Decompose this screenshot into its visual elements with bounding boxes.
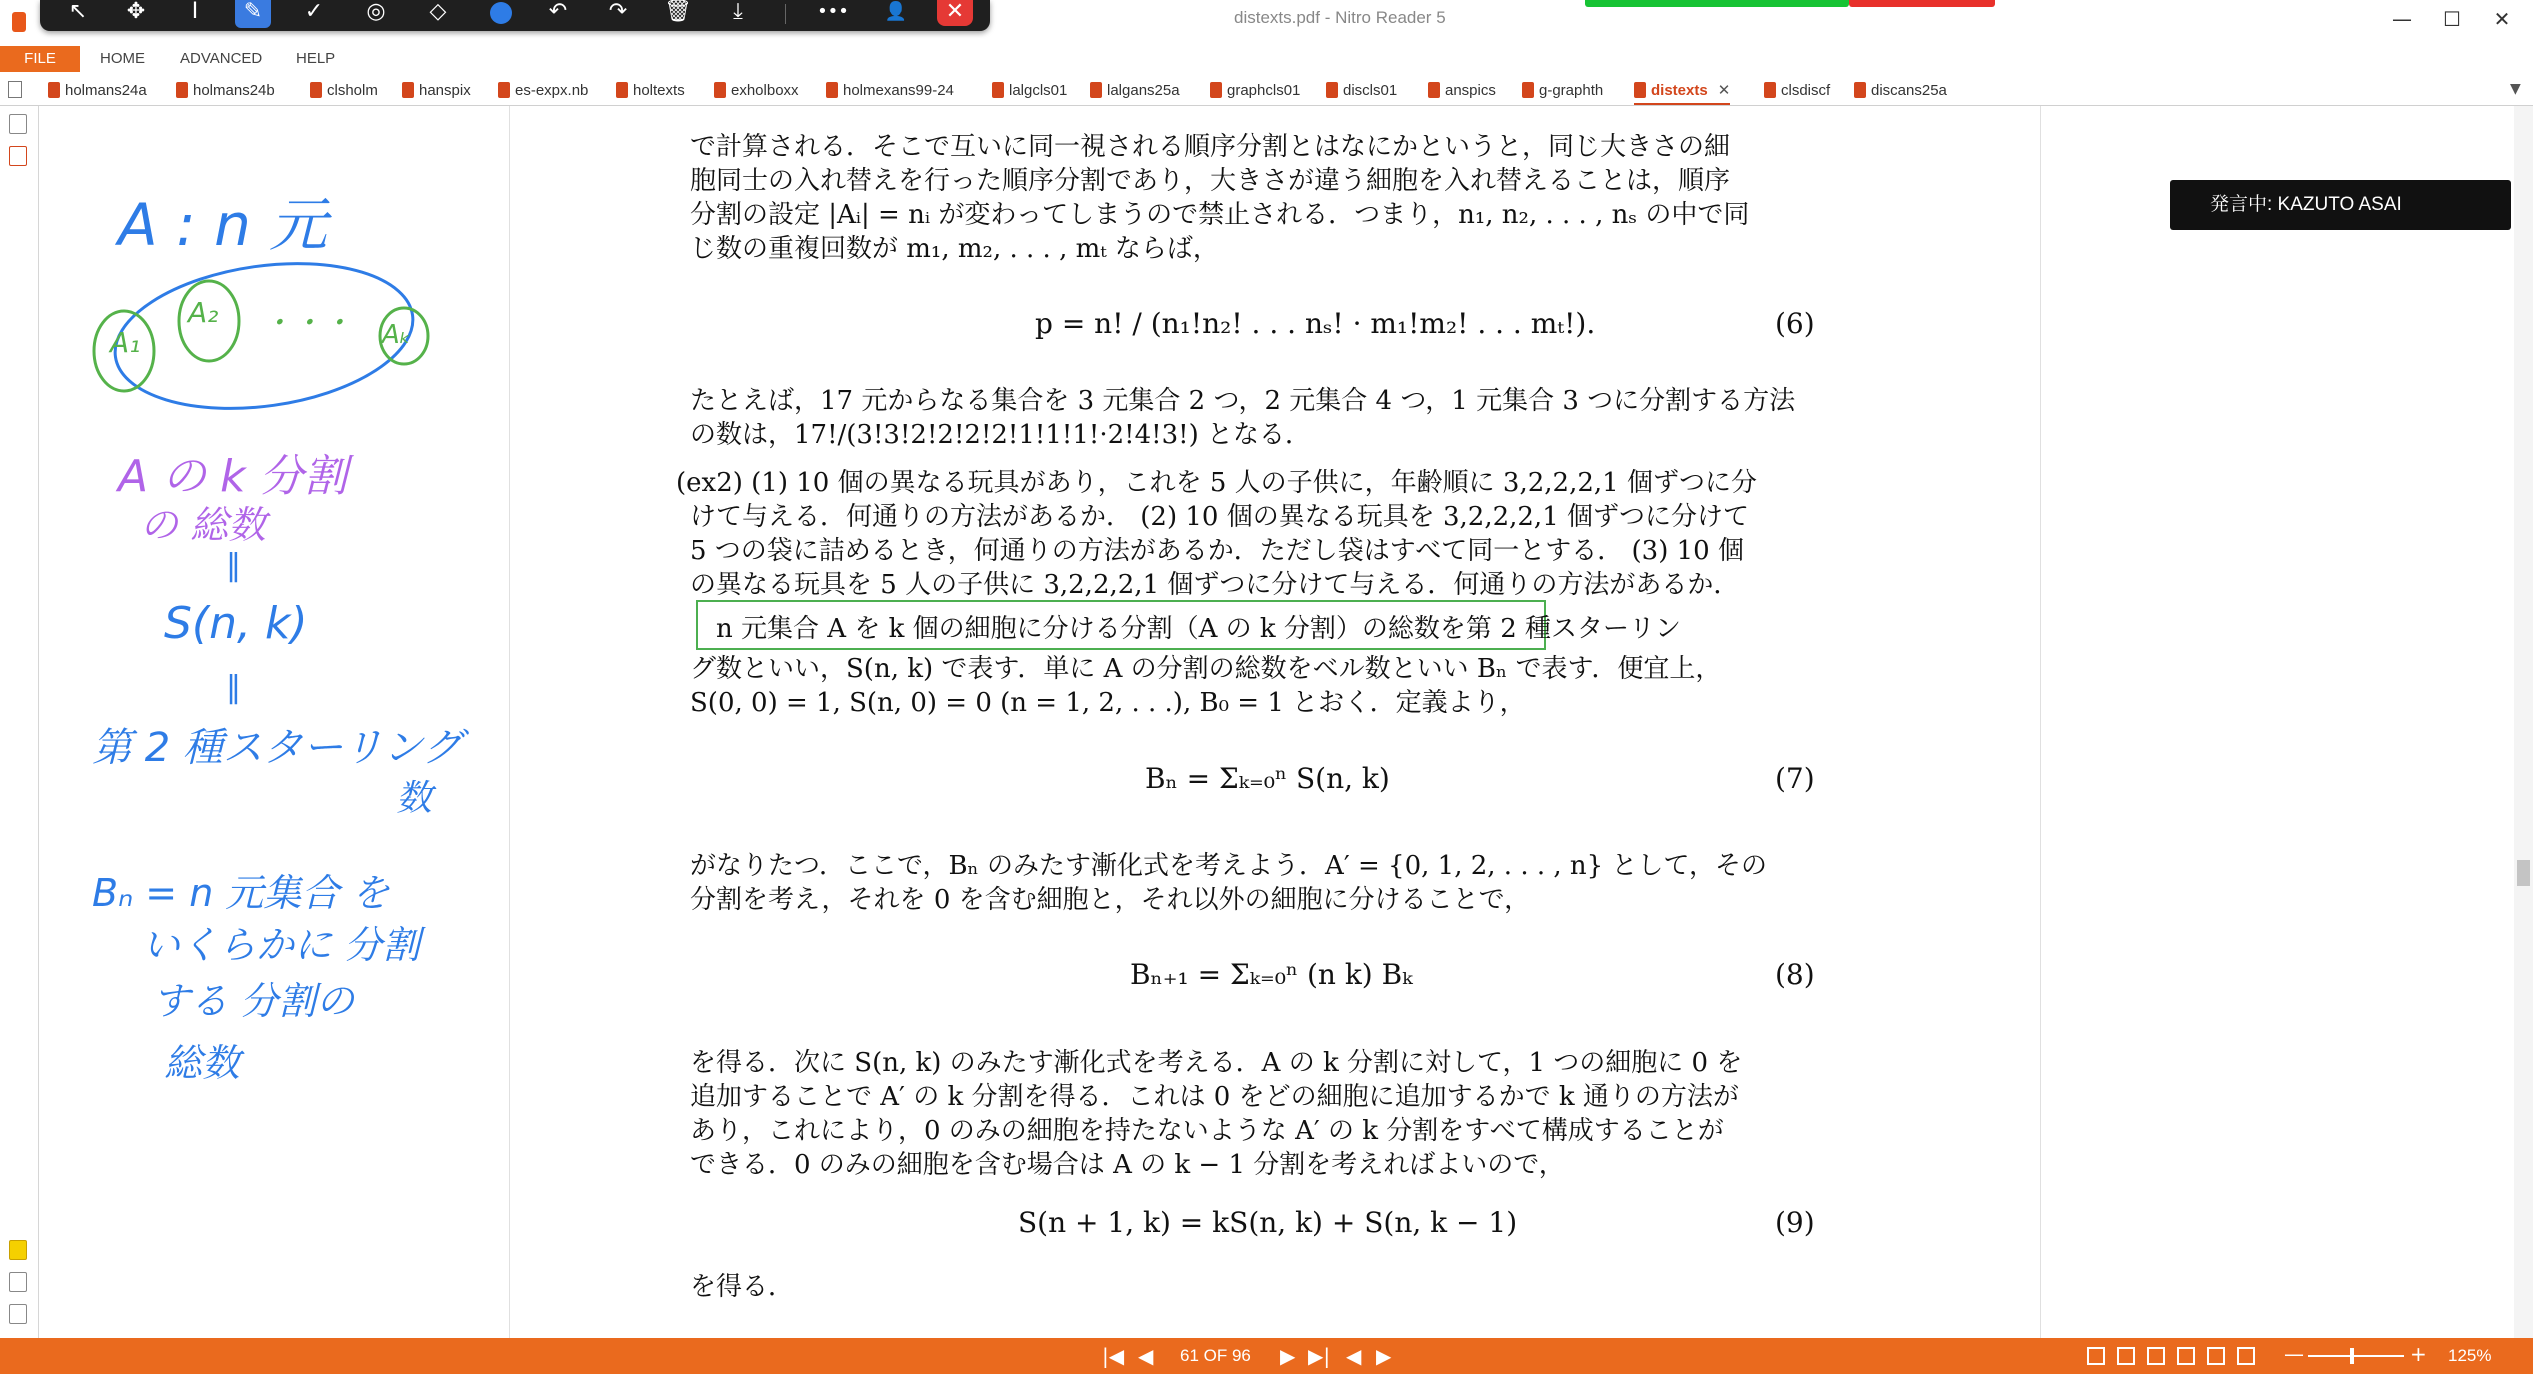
doc-line: 分割を考え，それを 0 を含む細胞と，それ以外の細胞に分けることで， (690, 885, 1531, 915)
doc-line: で計算される．そこで互いに同一視される順序分割とはなにかというと，同じ大きさの細 (690, 132, 1731, 162)
zoom-out-icon[interactable]: — (2284, 1342, 2304, 1366)
doc-line: できる．0 のみの細胞を含む場合は A の k − 1 分割を考えればよいので， (690, 1150, 1565, 1180)
facing-continuous-view-icon[interactable] (2177, 1347, 2195, 1365)
session-progress-remaining (1849, 0, 1995, 7)
pdf-icon (714, 82, 726, 98)
previous-page-icon[interactable]: ◀ (1138, 1344, 1154, 1368)
maximize-button[interactable]: ☐ (2443, 7, 2461, 31)
facing-view-icon[interactable] (2147, 1347, 2165, 1365)
doc-line: グ数といい，S(n, k) で表す．単に A の分割の総数をベル数といい Bₙ で表す．便宜上， (690, 654, 1722, 684)
note-a-n-elements: A : n 元 (118, 191, 328, 259)
speaker-badge: 発言中: KAZUTO ASAI (2170, 180, 2511, 230)
close-window-button[interactable]: ✕ (2493, 7, 2511, 31)
doc-line: けて与える．何通りの方法があるか． (2) 10 個の異なる玩具を 3,2,2,2,1 個ずつに分けて (690, 502, 1750, 532)
note-ak: Aₖ (382, 320, 411, 350)
tab-holtexts[interactable]: holtexts (616, 79, 685, 103)
vertical-scrollbar[interactable] (2514, 106, 2533, 1338)
close-tab-icon[interactable]: ✕ (1717, 82, 1731, 99)
pdf-icon (1854, 82, 1866, 98)
left-panel-strip (0, 106, 39, 1338)
menu-home[interactable]: HOME (100, 50, 145, 67)
note-equals-2: ‖ (226, 670, 241, 705)
bookmarks-panel-icon[interactable] (9, 146, 27, 166)
pdf-icon (1326, 82, 1338, 98)
fit-page-icon[interactable] (2207, 1347, 2225, 1365)
annotation-toolbar (40, 0, 990, 31)
window-title: distexts.pdf - Nitro Reader 5 (1234, 8, 1446, 27)
user-settings-icon[interactable]: 👤 (884, 1, 908, 22)
select-arrow-icon[interactable]: ↖ (68, 0, 88, 24)
tab-holmexans99-24[interactable]: holmexans99-24 (826, 79, 954, 103)
pdf-icon (1210, 82, 1222, 98)
doc-line: S(0, 0) = 1, S(n, 0) = 0 (n = 1, 2, . . .), B₀ = 1 とおく．定義より， (690, 688, 1526, 718)
zoom-in-icon[interactable]: + (2410, 1342, 2427, 1366)
doc-line: 5 つの袋に詰めるとき，何通りの方法があるか．ただし袋はすべて同一とする． (3) 10 個 (690, 536, 1744, 566)
last-page-icon[interactable]: ▶| (1308, 1344, 1331, 1368)
pdf-icon (1428, 82, 1440, 98)
move-icon[interactable]: ✥ (126, 0, 146, 24)
pdf-icon (1764, 82, 1776, 98)
zoom-slider[interactable] (2308, 1355, 2404, 1357)
single-page-view-icon[interactable] (2087, 1347, 2105, 1365)
equation-number: (6) (1775, 307, 1815, 340)
eraser-icon[interactable]: ◇ (429, 0, 447, 24)
text-cursor-icon[interactable]: I (191, 0, 199, 24)
pdf-icon (1522, 82, 1534, 98)
page-indicator[interactable]: 61 OF 96 (1180, 1346, 1251, 1365)
pdf-icon (1090, 82, 1102, 98)
status-bar (0, 1338, 2533, 1374)
undo-icon[interactable]: ↶ (548, 0, 568, 24)
zoom-slider-thumb[interactable] (2350, 1348, 2354, 1364)
first-page-icon[interactable]: |◀ (1102, 1344, 1125, 1368)
comments-panel-icon[interactable] (9, 1240, 27, 1260)
equation-number: (9) (1775, 1206, 1815, 1239)
document-list-icon[interactable] (8, 81, 22, 98)
output-panel-icon[interactable] (9, 1304, 27, 1324)
document-tab-bar (0, 75, 2533, 106)
doc-line: 胞同士の入れ替えを行った順序分割であり，大きさが違う細胞を入れ替えることは，順序 (690, 166, 1731, 196)
forward-view-icon[interactable]: ▶ (1376, 1344, 1392, 1368)
download-icon[interactable]: ⤓ (733, 0, 743, 24)
menu-bar (0, 46, 2533, 72)
doc-line: を得る．次に S(n, k) のみたす漸化式を考える．A の k 分割に対して，1 つの細胞に 0 を (690, 1048, 1743, 1078)
doc-line: じ数の重複回数が m₁, m₂, . . . , mₜ ならば， (690, 234, 1219, 264)
close-toolbar-icon[interactable]: ✕ (937, 0, 973, 26)
pdf-icon (176, 82, 188, 98)
note-a1: A₁ (110, 326, 141, 359)
pdf-icon (992, 82, 1004, 98)
pdf-icon (310, 82, 322, 98)
doc-line: (ex2) (1) 10 個の異なる玩具があり，これを 5 人の子供に，年齢順に 3,2,2,2,1 個ずつに分 (676, 468, 1757, 498)
equation-8: Bₙ₊₁ = Σₖ₌₀ⁿ (n k) Bₖ (1130, 958, 1413, 991)
toolbar-separator (785, 4, 786, 24)
more-icon[interactable]: ••• (817, 1, 849, 22)
trash-icon[interactable]: 🗑 (664, 0, 692, 24)
tab-graphcls01[interactable]: graphcls01 (1210, 79, 1300, 103)
pages-panel-icon[interactable] (9, 114, 27, 134)
session-progress-bar (1585, 0, 1849, 7)
doc-line: を得る． (690, 1272, 795, 1302)
equation-9: S(n + 1, k) = kS(n, k) + S(n, k − 1) (1018, 1206, 1518, 1239)
tab-clsdiscf[interactable]: clsdiscf (1764, 79, 1830, 103)
note-k-partition: A の k 分割 (118, 451, 348, 502)
note-bell-definition-4: 総数 (164, 1041, 241, 1085)
attachments-panel-icon[interactable] (9, 1272, 27, 1292)
menu-advanced[interactable]: ADVANCED (180, 50, 263, 67)
doc-line: 追加することで A′ の k 分割を得る．これは 0 をどの細胞に追加するかで k 通りの方法が (690, 1082, 1739, 1112)
note-number: 数 (396, 778, 433, 819)
doc-line: 分割の設定 |Aᵢ| = nᵢ が変わってしまうので禁止される．つまり，n₁, n₂, . . . , nₛ の中で同 (690, 200, 1750, 230)
doc-line: あり，これにより，0 のみの細胞を持たないような A′ の k 分割をすべて構成することが (690, 1116, 1724, 1146)
note-equals-1: ‖ (226, 548, 241, 583)
zoom-level[interactable]: 125% (2448, 1346, 2492, 1365)
note-total-count: の 総数 (140, 503, 267, 547)
tab-g-graphth[interactable]: g-graphth (1522, 79, 1603, 103)
back-view-icon[interactable]: ◀ (1346, 1344, 1362, 1368)
next-page-icon[interactable]: ▶ (1280, 1344, 1296, 1368)
nitro-logo-icon (12, 12, 26, 32)
note-bell-definition-1: Bₙ = n 元集合 を (92, 871, 390, 915)
tab-exholboxx[interactable]: exholboxx (714, 79, 799, 103)
continuous-view-icon[interactable] (2117, 1347, 2135, 1365)
pdf-icon (826, 82, 838, 98)
check-icon[interactable]: ✓ (304, 0, 324, 24)
note-a2: A₂ (188, 296, 219, 329)
redo-icon[interactable]: ↷ (608, 0, 628, 24)
note-dots: ・・・ (262, 306, 352, 341)
equation-7: Bₙ = Σₖ₌₀ⁿ S(n, k) (1145, 762, 1390, 795)
tab-distexts[interactable]: distexts ✕ (1634, 79, 1730, 105)
equation-number: (7) (1775, 762, 1815, 795)
tab-lalgcls01[interactable]: lalgcls01 (992, 79, 1067, 103)
tab-hanspix[interactable]: hanspix (402, 79, 471, 103)
tab-overflow-icon[interactable]: ▼ (2510, 81, 2521, 97)
note-stirling-second-kind: 第 2 種スターリング (92, 725, 463, 771)
minimize-button[interactable]: — (2392, 7, 2412, 31)
pdf-icon (616, 82, 628, 98)
doc-line: たとえば，17 元からなる集合を 3 元集合 2 つ，2 元集合 4 つ，1 元集合 3 つに分割する方法 (690, 386, 1796, 416)
pdf-icon (1634, 82, 1646, 98)
doc-line: n 元集合 A を k 個の細胞に分ける分割（A の k 分割）の総数を第 2 種スターリン (716, 614, 1681, 644)
fit-width-icon[interactable] (2237, 1347, 2255, 1365)
tab-clsholm[interactable]: clsholm (310, 79, 378, 103)
note-bell-definition-2: いくらかに 分割 (142, 923, 421, 967)
tab-holmans24b[interactable]: holmans24b (176, 79, 275, 103)
tab-holmans24a[interactable]: holmans24a (48, 79, 147, 103)
tab-es-expx[interactable]: es-expx.nb (498, 79, 588, 103)
tab-discans25a[interactable]: discans25a (1854, 79, 1947, 103)
doc-line: の異なる玩具を 5 人の子供に 3,2,2,2,1 個ずつに分けて与える．何通りの方法があるか． (690, 570, 1740, 600)
tab-discls01[interactable]: discls01 (1326, 79, 1397, 103)
pen-icon[interactable]: ✎ (235, 0, 271, 28)
equation-6: p = n! / (n₁!n₂! . . . nₛ! · m₁!m₂! . . . mₜ!). (1035, 307, 1596, 340)
equation-number: (8) (1775, 958, 1815, 991)
highlighter-icon[interactable]: ◎ (366, 0, 386, 24)
note-bell-definition-3: する 分割の (152, 979, 355, 1023)
doc-line: がなりたつ．ここで，Bₙ のみたす漸化式を考えよう．A′ = {0, 1, 2, . . . , n} として，その (690, 851, 1767, 881)
scrollbar-thumb[interactable] (2517, 860, 2530, 886)
doc-line: の数は，17!/(3!3!2!2!2!2!1!1!1!·2!4!3!) となる． (690, 420, 1311, 450)
pdf-icon (498, 82, 510, 98)
tab-lalgans25a[interactable]: lalgans25a (1090, 79, 1180, 103)
pdf-icon (402, 82, 414, 98)
color-picker-icon[interactable] (490, 2, 512, 24)
menu-file[interactable]: FILE (0, 46, 80, 72)
tab-anspics[interactable]: anspics (1428, 79, 1496, 103)
right-margin-area (2040, 106, 2515, 1338)
note-s-n-k: S(n, k) (164, 598, 308, 649)
menu-help[interactable]: HELP (296, 50, 336, 67)
pdf-icon (48, 82, 60, 98)
